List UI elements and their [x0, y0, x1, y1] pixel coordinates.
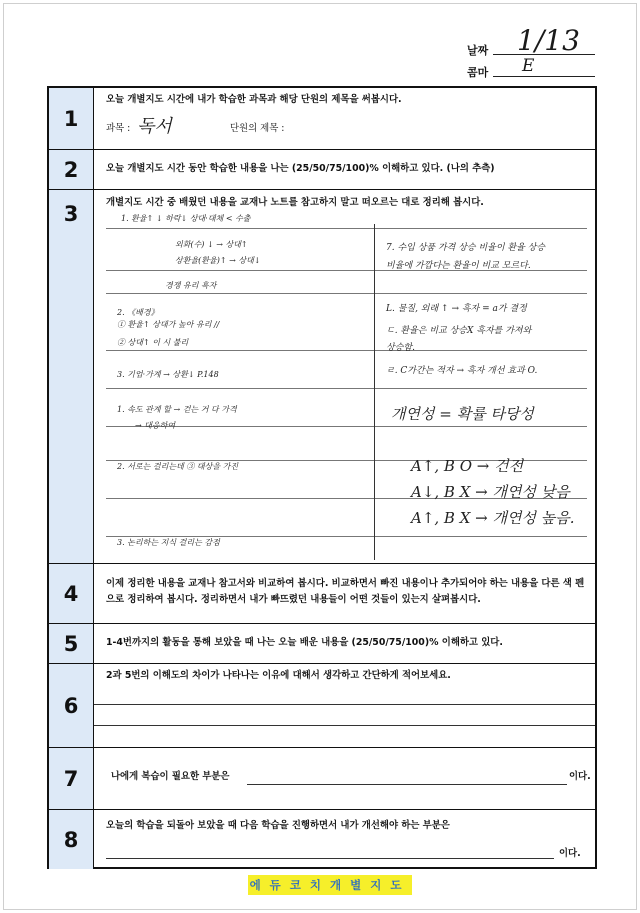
question-8: 오늘의 학습을 되돌아 보았을 때 다음 학습을 진행하면서 내가 개선해야 하는 부분은: [106, 820, 450, 831]
note-right: A↓, B X → 개연성 낮음: [411, 483, 570, 501]
row-number-5: 5: [49, 624, 94, 663]
note-left: 1. 환율↑ ↓ 하락↓ 상대·대체 < 수출: [121, 214, 251, 223]
note-right: 비율에 가깝다는 환율이 비교 모르다.: [386, 261, 531, 271]
koma-label: 콤마: [467, 66, 489, 79]
question-2: 오늘 개별지도 시간 동안 학습한 내용을 나는 (25/50/75/100)% 이해하고 있다. (나의 추측): [106, 163, 495, 174]
footer-brand: 에듀코치개별지도: [248, 875, 412, 895]
handwritten-notes: [95, 214, 595, 565]
row-number-6: 6: [49, 664, 94, 747]
row-divider: [49, 623, 595, 624]
row-number-3: 3: [49, 190, 94, 563]
note-right: A↑, B X → 개연성 높음.: [411, 509, 575, 527]
answer-line[interactable]: [94, 725, 595, 726]
question-8-suffix: 이다.: [559, 848, 581, 859]
note-left: → 대응하여: [135, 421, 176, 430]
row-divider: [49, 747, 595, 748]
row-divider: [49, 809, 595, 810]
note-right: A↑, B O → 건전: [411, 457, 524, 475]
question-7-prefix: 나에게 복습이 필요한 부분은: [111, 771, 230, 782]
subject-value: 독서: [137, 116, 172, 137]
note-left: 3. 기업·가계 → 상환↓ P.148: [117, 370, 219, 379]
note-right: ㄷ. 환율은 비교 상승X 흑자를 가져와: [386, 326, 532, 336]
question-6: 2과 5번의 이해도의 차이가 나타나는 이유에 대해서 생각하고 간단하게 적어보세요.: [106, 670, 451, 681]
note-left: 1. 속도 관계 할 → 걷는 거 다 가격: [117, 405, 237, 414]
row-number-7: 7: [49, 748, 94, 809]
worksheet-table: [47, 86, 597, 869]
row-number-1: 1: [49, 88, 94, 149]
note-left: 3. 논리하는 지식 걸리는 감점: [117, 538, 220, 547]
question-4: 이제 정리한 내용을 교재나 참고서와 비교하여 봅시다. 비교하면서 빠진 내용이나 추가되어야 하는 내용을 다른 색 펜으로 정리하여 봅시다. 정리하면서 내가 빠뜨렸던 내용들이 어떤 것들이 있는지 살펴봅시다.: [106, 578, 585, 605]
improve-answer-line[interactable]: [106, 858, 554, 859]
row-number-4: 4: [49, 564, 94, 623]
note-left: 2. 서로는 걸리는데 ③ 대상을 가진: [117, 462, 239, 471]
note-left: 2. 《배경》: [117, 308, 159, 317]
row-divider: [49, 189, 595, 190]
question-7-suffix: 이다.: [569, 771, 591, 782]
date-label: 날짜: [467, 44, 489, 57]
note-left: 경쟁 유리 흑자: [165, 281, 217, 290]
answer-line[interactable]: [94, 704, 595, 705]
question-5: 1-4번까지의 활동을 통해 보았을 때 나는 오늘 배운 내용을 (25/50/75/100)% 이해하고 있다.: [106, 637, 503, 648]
note-right: L. 물질, 외래 ↑ → 흑자 = a가 결정: [386, 304, 527, 314]
note-right: 7. 수입 상품 가격 상승 비율이 환율 상승: [386, 243, 546, 253]
unit-label: 단원의 제목 :: [230, 123, 285, 134]
note-right: 상승함.: [386, 343, 415, 353]
koma-underline: [493, 76, 595, 77]
row-divider: [49, 149, 595, 150]
note-left: ② 상대↑ 이 시 불리: [117, 338, 189, 347]
subject-label: 과목 :: [106, 123, 131, 134]
row-number-2: 2: [49, 150, 94, 189]
row-number-8: 8: [49, 810, 94, 869]
note-left: ① 환율↑ 상대가 높아 유리 //: [117, 320, 220, 329]
note-left: 상환율(환율)↑ → 상대↓: [175, 256, 261, 265]
row-divider: [49, 663, 595, 664]
note-right: ㄹ. C가간는 적자 → 흑자 개선 효과 O.: [386, 366, 538, 376]
review-answer-line[interactable]: [247, 784, 567, 785]
koma-value: E: [522, 56, 535, 76]
question-1: 오늘 개별지도 시간에 내가 학습한 과목과 해당 단원의 제목을 써봅시다.: [106, 94, 402, 105]
note-left: 외화(수) ↓ → 상대↑: [175, 240, 248, 249]
note-right: 개연성 = 확률 타당성: [391, 405, 534, 423]
date-value: 1/13: [517, 24, 580, 57]
question-3: 개별지도 시간 중 배웠던 내용을 교재나 노트를 참고하지 말고 떠오르는 대로 정리해 봅시다.: [106, 197, 484, 208]
